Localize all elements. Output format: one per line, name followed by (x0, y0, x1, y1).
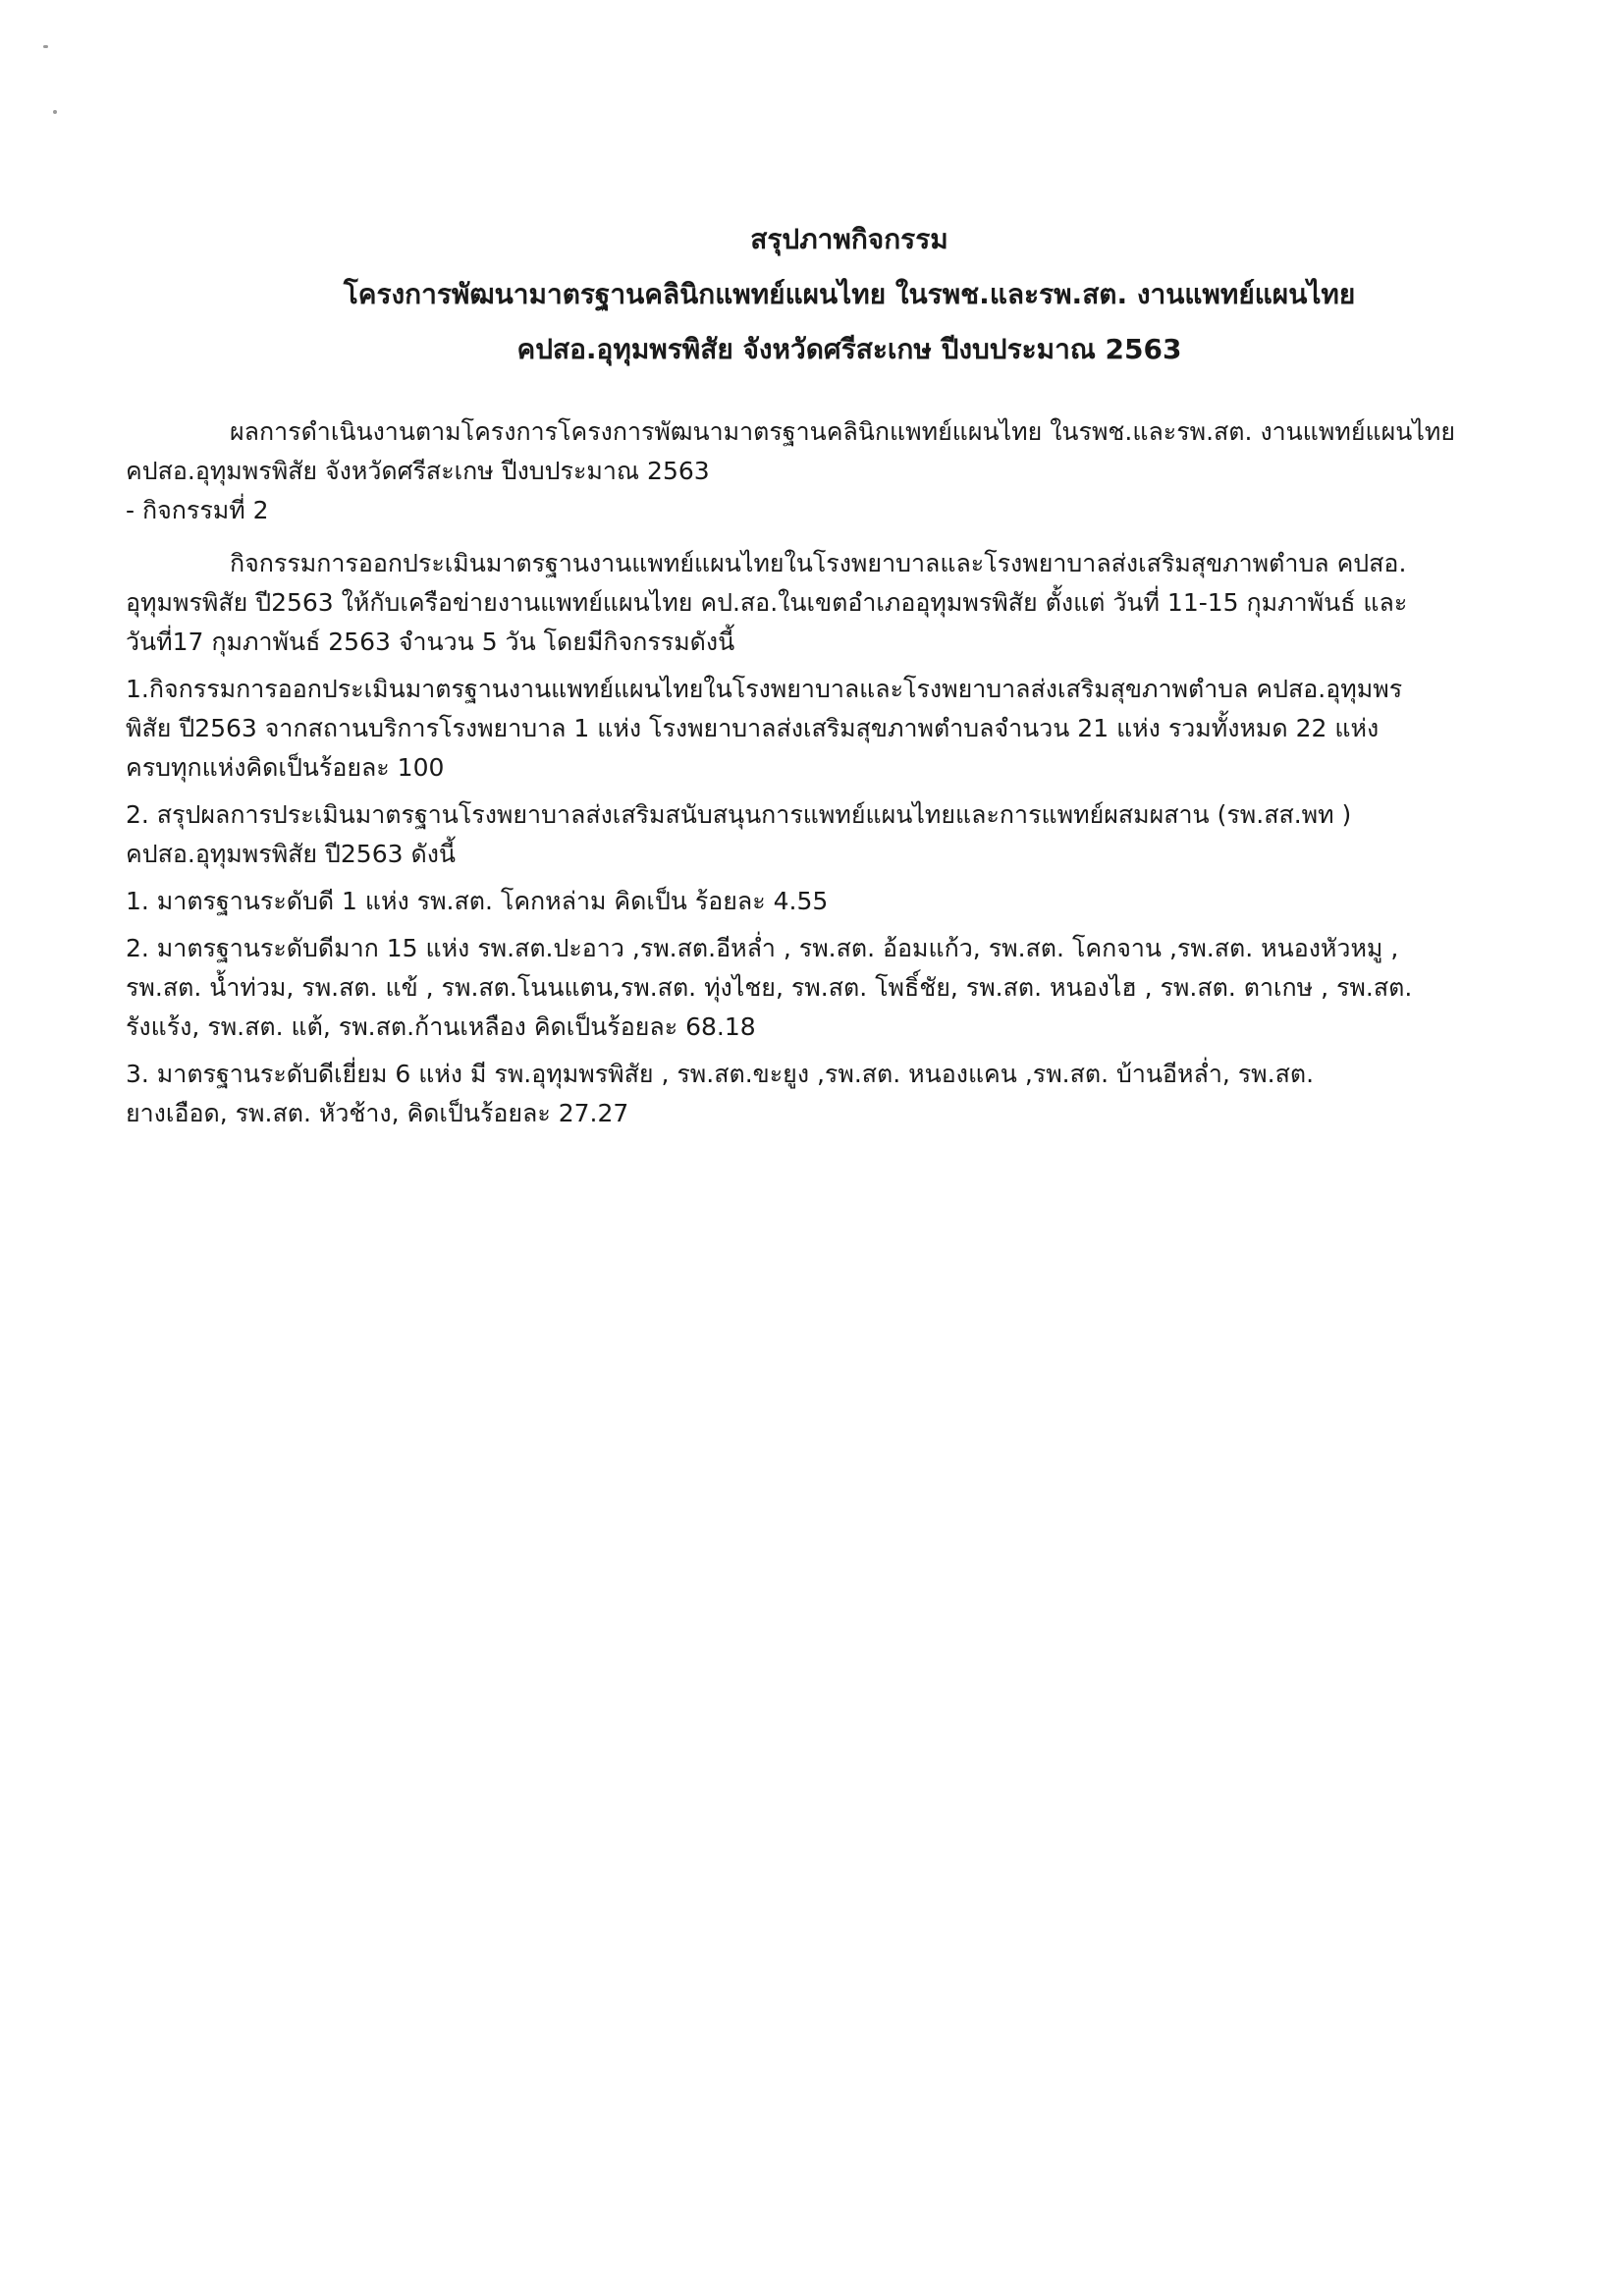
result-line: 1. มาตรฐานระดับดี 1 แห่ง รพ.สต. โคกหล่าม คิดเป็น ร้อยละ 4.55 (126, 887, 829, 915)
activity-line: กิจกรรมการออกประเมินมาตรฐานงานแพทย์แผนไทยในโรงพยาบาลและโรงพยาบาลส่งเสริมสุขภาพตำบล คปสอ. (230, 549, 1407, 577)
document-title: สรุปภาพกิจกรรม (750, 223, 948, 255)
document-body (126, 412, 1559, 1133)
activity-line: อุทุมพรพิสัย ปี2563 ให้กับเครือข่ายงานแพทย์แผนไทย คป.สอ.ในเขตอำเภออุทุมพรพิสัย ตั้งแต่ วันที่ 11-15 กุมภาพันธ์ และ (126, 588, 1408, 617)
scan-speck (43, 45, 48, 48)
result-line: รังแร้ง, รพ.สต. แต้, รพ.สต.ก้านเหลือง คิดเป็นร้อยละ 68.18 (126, 1012, 756, 1041)
result-line: ยางเอือด, รพ.สต. หัวช้าง, คิดเป็นร้อยละ 27.27 (126, 1099, 629, 1127)
intro-line: คปสอ.อุทุมพรพิสัย จังหวัดศรีสะเกษ ปีงบประมาณ 2563 (126, 457, 710, 485)
item-2 (126, 795, 1559, 874)
result-very-good (126, 929, 1559, 1047)
scan-speck (53, 110, 57, 114)
result-line: รพ.สต. น้ำท่วม, รพ.สต. แข้ , รพ.สต.โนนแตน,รพ.สต. ทุ่งไชย, รพ.สต. โพธิ์ชัย, รพ.สต. หนองไฮ , รพ.สต. ตาเกษ , รพ.สต. (126, 973, 1413, 1002)
activity-line: วันที่17 กุมภาพันธ์ 2563 จำนวน 5 วัน โดยมีกิจกรรมดังนี้ (126, 628, 735, 656)
organization-line: คปสอ.อุทุมพรพิสัย จังหวัดศรีสะเกษ ปีงบประมาณ 2563 (516, 333, 1182, 365)
item-line: ครบทุกแห่งคิดเป็นร้อยละ 100 (126, 753, 445, 782)
intro-paragraph (126, 412, 1559, 491)
item-line: พิสัย ปี2563 จากสถานบริการโรงพยาบาล 1 แห่ง โรงพยาบาลส่งเสริมสุขภาพตำบลจำนวน 21 แห่ง รวมทั้งหมด 22 แห่ง (126, 714, 1380, 742)
result-line: 2. มาตรฐานระดับดีมาก 15 แห่ง รพ.สต.ปะอาว ,รพ.สต.อีหล่ำ , รพ.สต. อ้อมแก้ว, รพ.สต. โคกจาน ,รพ.สต. หนองหัวหมู , (126, 934, 1399, 962)
activity-description (126, 544, 1559, 662)
item-line: 1.กิจกรรมการออกประเมินมาตรฐานงานแพทย์แผนไทยในโรงพยาบาลและโรงพยาบาลส่งเสริมสุขภาพตำบล คปสอ.อุทุมพร (126, 675, 1403, 703)
item-line: 2. สรุปผลการประเมินมาตรฐานโรงพยาบาลส่งเสริมสนับสนุนการแพทย์แผนไทยและการแพทย์ผสมผสาน (รพ.สส.พท ) (126, 800, 1352, 829)
project-title: โครงการพัฒนามาตรฐานคลินิกแพทย์แผนไทย ในรพช.และรพ.สต. งานแพทย์แผนไทย (343, 278, 1356, 310)
activity-label: - กิจกรรมที่ 2 (126, 496, 269, 524)
result-line: 3. มาตรฐานระดับดีเยี่ยม 6 แห่ง มี รพ.อุทุมพรพิสัย , รพ.สต.ขะยูง ,รพ.สต. หนองแคน ,รพ.สต. บ้านอีหล่ำ, รพ.สต. (126, 1060, 1315, 1088)
item-line: คปสอ.อุทุมพรพิสัย ปี2563 ดังนี้ (126, 840, 456, 868)
intro-line: ผลการดำเนินงานตามโครงการโครงการพัฒนามาตรฐานคลินิกแพทย์แผนไทย ในรพช.และรพ.สต. งานแพทย์แผนไทย (230, 417, 1456, 446)
item-1 (126, 670, 1559, 788)
document-header (137, 212, 1561, 377)
result-good (126, 882, 1559, 921)
result-excellent (126, 1055, 1559, 1133)
